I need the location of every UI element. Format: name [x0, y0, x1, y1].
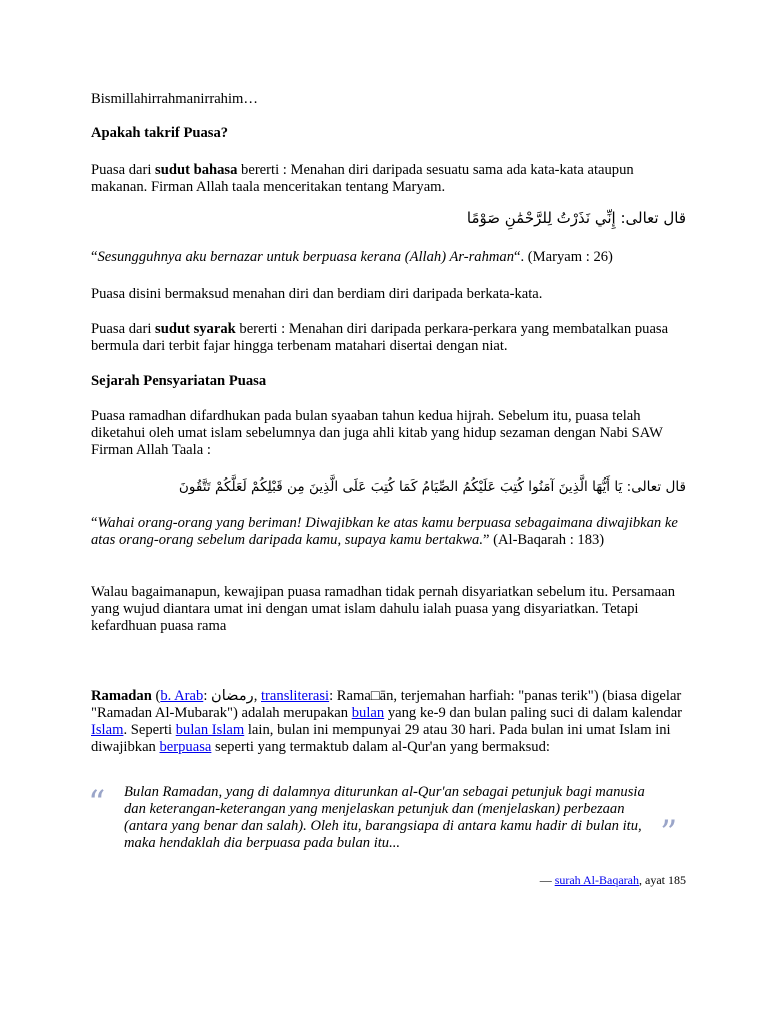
arabic-verse-baqarah: قال تعالى: يَا أَيُّهَا الَّذِينَ آمَنُوا كُتِبَ عَلَيْكُمُ الصِّيَامُ كَمَا كُتِبَ عَلَى الَّذِينَ مِن قَبْلِكُمْ لَعَلَّكُمْ تَتَّقُونَ [178, 479, 686, 495]
open-quote-icon: “ [88, 783, 106, 823]
quote-open: “ [91, 249, 98, 265]
link-islam[interactable]: Islam [91, 722, 124, 738]
link-bulan-islam[interactable]: bulan Islam [175, 722, 245, 738]
translation-baqarah [91, 515, 686, 549]
heading-sejarah: Sejarah Pensyariatan Puasa [91, 373, 267, 389]
link-bulan[interactable]: bulan [351, 705, 385, 721]
citation-ayat: , ayat 185 [639, 873, 686, 887]
text-run: : Rama□ān, terjemahan harfiah: "panas terik") (biasa digelar "Ramadan Al-Mubarak") adalah merupakan [91, 688, 682, 721]
text-run: . Seperti [123, 722, 176, 738]
arabic-verse-maryam: قال تعالى: إِنِّي نَذَرْتُ لِلرَّحْمَٰنِ صَوْمًا [466, 209, 686, 227]
citation-dash: — [539, 873, 555, 887]
text-run: bererti : Menahan diri daripada perkara-perkara yang membatalkan puasa bermula dari terbit fajar hingga terbenam matahari disertai dengan niat. [91, 321, 669, 354]
text-run: bererti : Menahan diri daripada sesuatu sama ada kata-kata ataupun makanan. Firman Allah taala menceritakan tentang Maryam. [91, 162, 634, 195]
paragraph-disini: Puasa disini bermaksud menahan diri dan berdiam diri daripada berkata-kata. [91, 286, 543, 302]
text-run: seperti yang termaktub dalam al-Qur'an yang bermaksud: [211, 739, 550, 755]
text-run: lain, bulan ini mempunyai 29 atau 30 hari. Pada bulan ini umat Islam ini diwajibkan [91, 722, 671, 755]
quote-close: ” (Al-Baqarah : 183) [482, 532, 605, 548]
paragraph-walau: Walau bagaimanapun, kewajipan puasa ramadhan tidak pernah disyariatkan sebelum itu. Persamaan yang wujud diantara umat ini dengan umat islam dahulu ialah puasa yang disyariatkan. Tetapi kefardhuan puasa rama [91, 584, 675, 634]
paragraph-sudut-bahasa [91, 162, 686, 196]
bold-term-ramadan: Ramadan [91, 688, 152, 704]
link-transliterasi[interactable]: transliterasi [261, 688, 330, 704]
bold-term: sudut bahasa [155, 162, 238, 178]
translation-maryam [91, 249, 686, 266]
quote-open: “ [91, 515, 98, 531]
link-surah-al-baqarah[interactable]: surah Al-Baqarah [554, 873, 639, 887]
text-run: ( [151, 688, 161, 704]
link-berpuasa[interactable]: berpuasa [159, 739, 212, 755]
paragraph-sudut-syarak [91, 321, 686, 355]
quote-citation [540, 872, 686, 889]
opening-line: Bismillahirrahmanirrahim… [91, 91, 258, 107]
text-run: yang ke-9 dan bulan paling suci di dalam kalendar [384, 705, 683, 721]
close-quote-icon: ” [660, 813, 678, 853]
blockquote-text: Bulan Ramadan, yang di dalamnya diturunkan al-Qur'an sebagai petunjuk bagi manusia dan keterangan-keterangan yang menjelaskan petunjuk dan (menjelaskan) perbezaan (antara yang benar dan salah). Oleh itu, barangsiapa di antara kamu hadir di bulan itu, maka hendaklah dia berpuasa pada bulan itu... [124, 784, 645, 851]
text-run: : رمضان, [203, 688, 261, 704]
text-run: Puasa dari [91, 162, 156, 178]
heading-takrif-puasa: Apakah takrif Puasa? [91, 125, 229, 141]
italic-translation: Wahai orang-orang yang beriman! Diwajibkan ke atas kamu berpuasa sebagaimana diwajibkan ke atas orang-orang sebelum daripada kamu, supaya kamu bertakwa. [91, 515, 678, 548]
quote-close: “. (Maryam : 26) [514, 249, 613, 265]
italic-translation: Sesungguhnya aku bernazar untuk berpuasa kerana (Allah) Ar-rahman [97, 249, 515, 265]
paragraph-ramadan [91, 688, 686, 756]
bold-term: sudut syarak [155, 321, 236, 337]
link-bahasa-arab[interactable]: b. Arab [160, 688, 204, 704]
paragraph-puasa-ramadhan: Puasa ramadhan difardhukan pada bulan syaaban tahun kedua hijrah. Sebelum itu, puasa telah diketahui oleh umat islam sebelumnya dan juga ahli kitab yang hidup sezaman dengan Nabi SAW Firman Allah Taala : [91, 408, 663, 458]
text-run: Puasa dari [91, 321, 156, 337]
